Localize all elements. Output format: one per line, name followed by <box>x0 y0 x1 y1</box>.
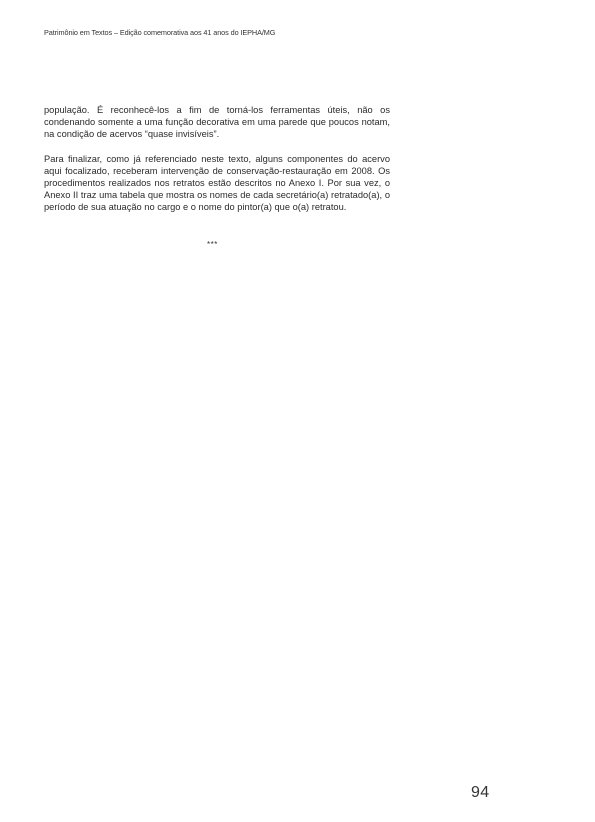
running-header: Patrimônio em Textos – Edição comemorativa aos 41 anos do IEPHA/MG <box>44 28 276 37</box>
paragraph: população. É reconhecê-los a fim de torná-los ferramentas úteis, não os condenando somente a uma função decorativa em uma parede que poucos notam, na condição de acervos “quase invisíveis”. <box>44 105 390 140</box>
section-separator: *** <box>207 240 218 249</box>
paragraph: Para finalizar, como já referenciado neste texto, alguns componentes do acervo aqui focalizado, receberam intervenção de conservação-restauração em 2008. Os procedimentos realizados nos retratos estão descritos no Anexo I. Por sua vez, o Anexo II traz uma tabela que mostra os nomes de cada secretário(a) retratado(a), o período de sua atuação no cargo e o nome do pintor(a) que o(a) retratou. <box>44 153 390 213</box>
page-number: 94 <box>471 784 490 801</box>
body-text <box>44 104 390 226</box>
